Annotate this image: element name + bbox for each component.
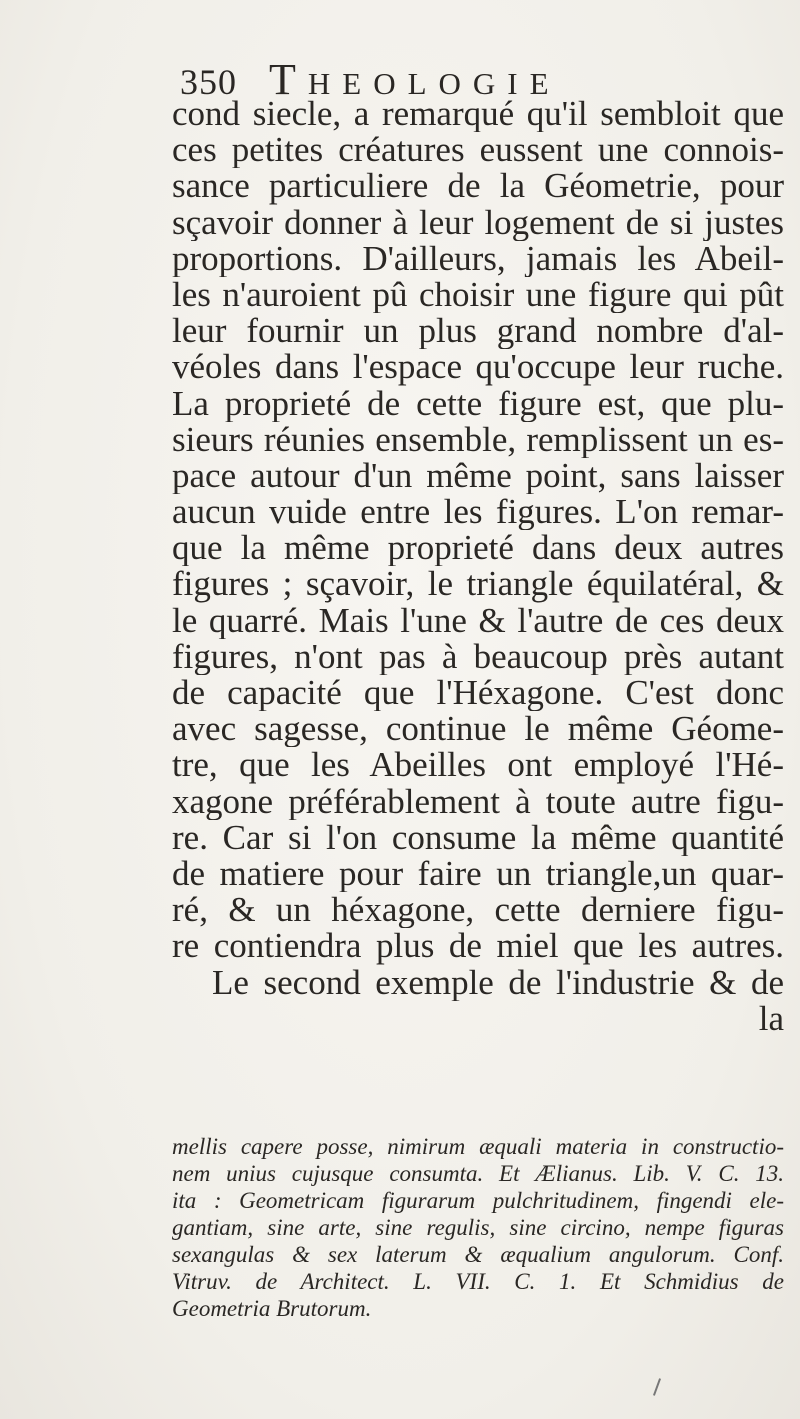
text-line: leur fournir un plus grand nombre d'al- [172, 313, 784, 350]
footnote [172, 1133, 784, 1322]
text-line: les n'auroient pû choisir une figure qui pût [172, 276, 784, 314]
text-line: ré, & un héxagone, cette derniere figu- [172, 892, 784, 929]
text-line: re. Car si l'on consume la même quantité [172, 819, 784, 856]
text-line: sçavoir donner à leur logement de si justes [172, 204, 784, 241]
text-line: La proprieté de cette figure est, que plu- [172, 385, 784, 422]
text-line: Le second exemple de l'industrie & de [212, 964, 784, 1001]
text-line: proportions. D'ailleurs, jamais les Abeil- [172, 240, 784, 277]
text-line: pace autour d'un même point, sans laisser [172, 457, 784, 495]
footnote-line: nem unius cujusque consumta. Et Ælianus. Lib. V. C. 13. [172, 1161, 784, 1186]
footnote-line: mellis capere posse, nimirum æquali materia in constructio- [172, 1134, 784, 1159]
text-line: véoles dans l'espace qu'occupe leur ruche. [172, 349, 784, 386]
text-line: cond siecle, a remarqué qu'il sembloit que [172, 96, 784, 133]
catchword: la [758, 1000, 784, 1037]
page-number: 350 [180, 62, 237, 102]
text-line: avec sagesse, continue le même Géome- [172, 711, 784, 748]
main-text [172, 96, 784, 1037]
footnote-line: ita : Geometricam figurarum pulchritudinem, fingendi ele- [172, 1188, 784, 1213]
text-line: tre, que les Abeilles ont employé l'Hé- [172, 747, 784, 784]
text-line: que la même proprieté dans deux autres [172, 530, 784, 567]
footnote-line: sexangulas & sex laterum & æqualium angulorum. Conf. [172, 1242, 784, 1267]
footnote-line: Geometria Brutorum. [172, 1296, 372, 1321]
text-line: re contiendra plus de miel que les autres. [172, 928, 784, 965]
text-line: xagone préférablement à toute autre figu- [172, 783, 784, 820]
text-line: de capacité que l'Héxagone. C'est donc [172, 675, 784, 712]
text-line: sieurs réunies ensemble, remplissent un es- [172, 421, 784, 458]
ink-mark [653, 1378, 661, 1396]
text-line: le quarré. Mais l'une & l'autre de ces deux [172, 602, 784, 639]
footnote-line: Vitruv. de Architect. L. VII. C. 1. Et Schmidius de [172, 1269, 784, 1294]
text-line: ces petites créatures eussent une connois- [172, 132, 784, 169]
footnote-line: gantiam, sine arte, sine regulis, sine circino, nempe figuras [172, 1215, 784, 1240]
text-line: aucun vuide entre les figures. L'on remar- [172, 494, 784, 531]
text-line: sance particuliere de la Géometrie, pour [172, 168, 784, 205]
text-line: figures ; sçavoir, le triangle équilatéral, & [172, 566, 784, 603]
text-line: figures, n'ont pas à beaucoup près autant [172, 638, 784, 675]
running-head: Theologie [269, 55, 561, 104]
text-line: de matiere pour faire un triangle,un quar- [172, 855, 784, 893]
